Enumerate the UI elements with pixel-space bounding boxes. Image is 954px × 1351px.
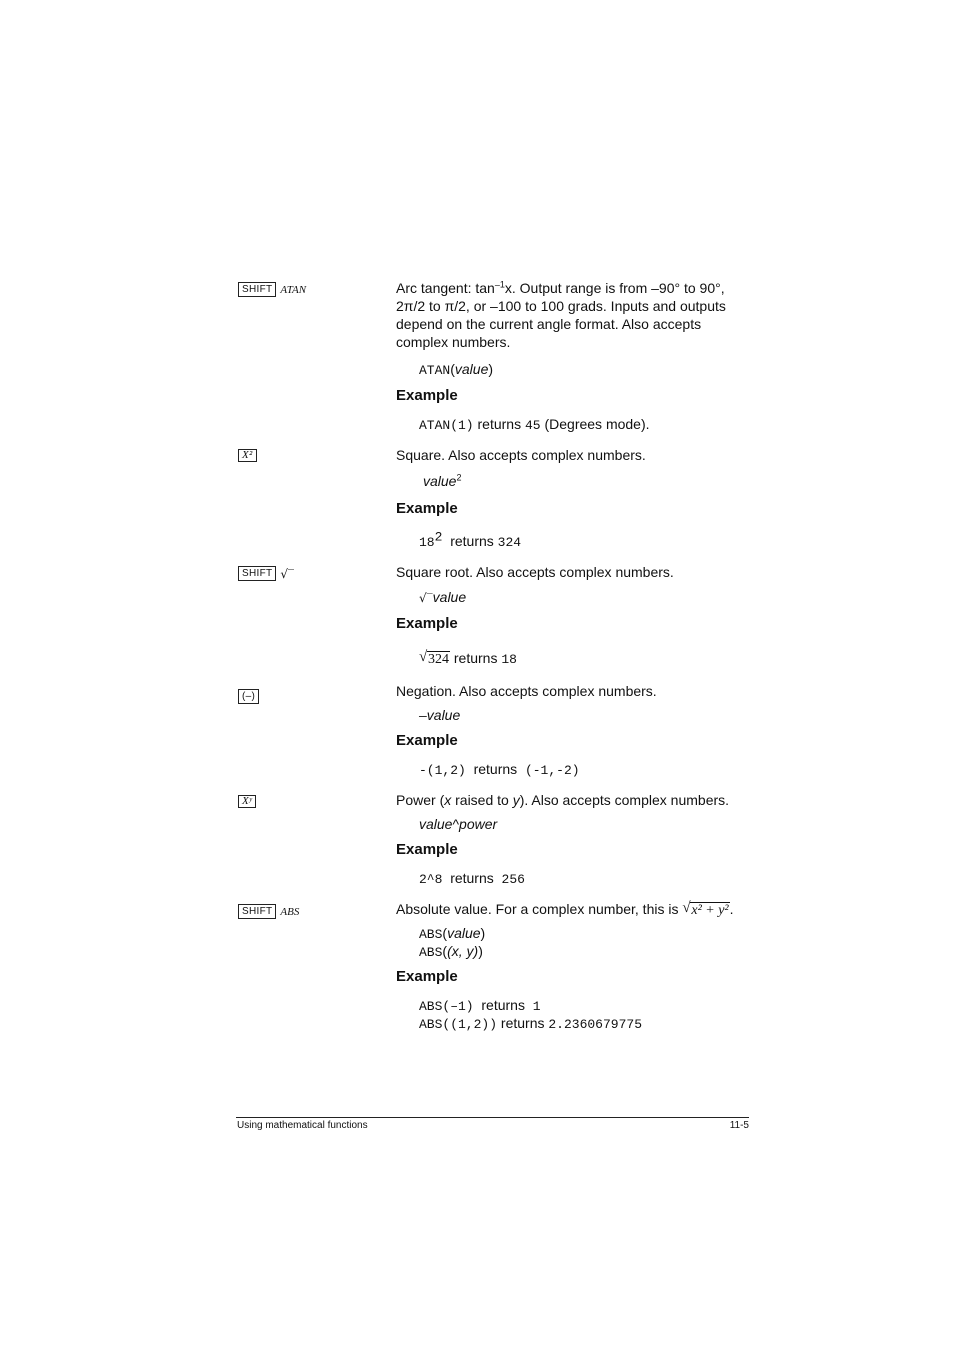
sqrt-example: √ 324 returns 18 — [419, 649, 517, 667]
abs-description: Absolute value. For a complex number, this is √ x² + y². — [396, 900, 734, 918]
sqrt-key — [238, 566, 294, 581]
abs-syntax-value: ABS(value) — [419, 925, 486, 942]
negation-description: Negation. Also accepts complex numbers. — [396, 683, 657, 699]
x-power-y-key-icon: Xʸ — [238, 795, 256, 808]
shift-key-icon: SHIFT — [238, 566, 276, 581]
abs-key — [238, 904, 299, 919]
atan-description: Arc tangent: $\tan^{-1}x$. Output range is from –90° to 90°, 2π/2 to π/2, or –100 to 100 grads. Inputs and outputs depend on the current angle format. Also accepts complex numbers. — [396, 279, 726, 350]
footer-rule — [236, 1117, 749, 1118]
power-syntax: value^power — [419, 816, 498, 832]
atan-syntax: ATAN(value) — [419, 361, 494, 378]
square-example-heading: Example — [396, 500, 458, 517]
power-key — [238, 795, 256, 808]
modulus-formula: √ x² + y² — [682, 900, 729, 918]
abs-example-heading: Example — [396, 968, 458, 985]
x-squared-key-icon: X² — [238, 449, 257, 462]
square-syntax: value$^2$ — [423, 472, 462, 489]
negation-key — [238, 689, 259, 704]
power-example-heading: Example — [396, 841, 458, 858]
atan-example-heading: Example — [396, 387, 458, 404]
square-description: Square. Also accepts complex numbers. — [396, 447, 646, 463]
power-example: 2^8 returns 256 — [419, 870, 525, 887]
sqrt-description: Square root. Also accepts complex numbers. — [396, 564, 674, 580]
square-root-icon: √‾ — [280, 566, 295, 581]
radical-sign: √ 324 — [419, 649, 449, 667]
sqrt-example-heading: Example — [396, 615, 458, 632]
negate-key-icon: (–) — [238, 689, 259, 704]
shift-key-icon: SHIFT — [238, 282, 276, 297]
atan-key-label: ATAN — [280, 283, 307, 296]
atan-key — [238, 282, 306, 297]
abs-syntax-complex: ABS((x, y)) — [419, 943, 483, 960]
sqrt-syntax: √‾value — [419, 589, 467, 605]
shift-key-icon: SHIFT — [238, 904, 276, 919]
abs-example-2: ABS((1,2)) returns 2.2360679775 — [419, 1015, 642, 1032]
square-key — [238, 449, 257, 462]
footer-page-number: 11-5 — [729, 1120, 749, 1131]
footer-chapter-title: Using mathematical functions — [237, 1120, 368, 1131]
square-root-icon: √‾ — [419, 591, 433, 605]
square-example: $18^2$ returns 324 — [419, 529, 522, 550]
negation-example: -(1,2) returns (-1,-2) — [419, 761, 580, 778]
atan-example: ATAN(1) returns 45 (Degrees mode). — [419, 416, 650, 433]
power-description: Power (x raised to y). Also accepts complex numbers. — [396, 792, 730, 808]
abs-key-label: ABS — [280, 905, 300, 918]
negation-syntax: –value — [419, 707, 461, 723]
negation-example-heading: Example — [396, 732, 458, 749]
abs-example-1: ABS(–1) returns 1 — [419, 997, 541, 1014]
